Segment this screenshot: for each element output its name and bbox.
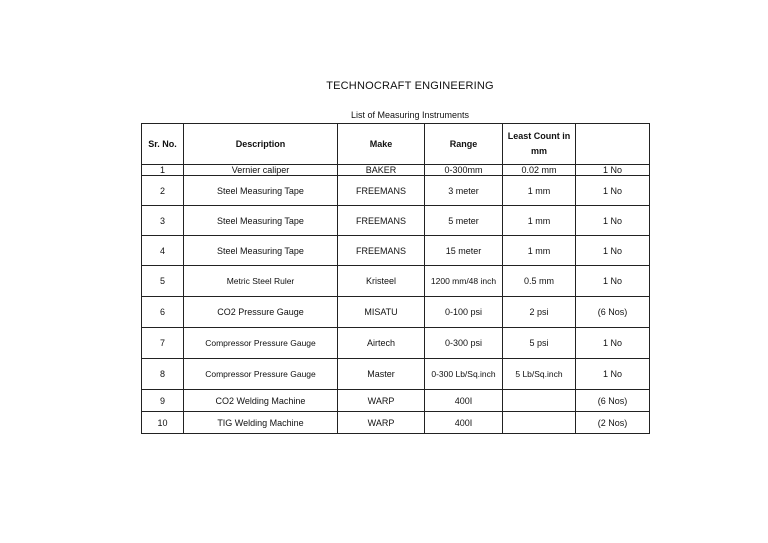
cell-make: FREEMANS bbox=[338, 176, 425, 206]
cell-description: Compressor Pressure Gauge bbox=[184, 328, 338, 359]
document-subtitle: List of Measuring Instruments bbox=[350, 110, 470, 120]
header-make: Make bbox=[338, 124, 425, 165]
cell-least-count: 1 mm bbox=[503, 236, 576, 266]
cell-sr-no: 10 bbox=[142, 412, 184, 434]
cell-least-count: 1 mm bbox=[503, 206, 576, 236]
cell-make: FREEMANS bbox=[338, 236, 425, 266]
cell-sr-no: 1 bbox=[142, 165, 184, 176]
table-row bbox=[142, 266, 650, 297]
cell-range: 5 meter bbox=[425, 206, 503, 236]
cell-description: Steel Measuring Tape bbox=[184, 206, 338, 236]
table-header-row bbox=[142, 124, 650, 165]
cell-make: Master bbox=[338, 359, 425, 390]
cell-description: Steel Measuring Tape bbox=[184, 236, 338, 266]
cell-sr-no: 7 bbox=[142, 328, 184, 359]
cell-make: WARP bbox=[338, 390, 425, 412]
cell-make: FREEMANS bbox=[338, 206, 425, 236]
cell-least-count: 1 mm bbox=[503, 176, 576, 206]
cell-quantity: (2 Nos) bbox=[576, 412, 650, 434]
cell-least-count bbox=[503, 390, 576, 412]
cell-quantity: (6 Nos) bbox=[576, 297, 650, 328]
cell-quantity: 1 No bbox=[576, 165, 650, 176]
document-title: TECHNOCRAFT ENGINEERING bbox=[326, 80, 494, 92]
cell-quantity: 1 No bbox=[576, 176, 650, 206]
cell-quantity: 1 No bbox=[576, 236, 650, 266]
table-row bbox=[142, 359, 650, 390]
cell-least-count: 0.5 mm bbox=[503, 266, 576, 297]
cell-least-count: 5 psi bbox=[503, 328, 576, 359]
table-row bbox=[142, 176, 650, 206]
cell-range: 0-300 psi bbox=[425, 328, 503, 359]
table-row bbox=[142, 236, 650, 266]
table-row bbox=[142, 412, 650, 434]
cell-quantity: 1 No bbox=[576, 206, 650, 236]
cell-quantity: 1 No bbox=[576, 266, 650, 297]
cell-description: Metric Steel Ruler bbox=[184, 266, 338, 297]
cell-sr-no: 6 bbox=[142, 297, 184, 328]
cell-make: Kristeel bbox=[338, 266, 425, 297]
header-range: Range bbox=[425, 124, 503, 165]
cell-least-count: 2 psi bbox=[503, 297, 576, 328]
cell-sr-no: 3 bbox=[142, 206, 184, 236]
header-description: Description bbox=[184, 124, 338, 165]
table-row bbox=[142, 165, 650, 176]
header-sr-no: Sr. No. bbox=[142, 124, 184, 165]
cell-sr-no: 8 bbox=[142, 359, 184, 390]
cell-description: TIG Welding Machine bbox=[184, 412, 338, 434]
cell-range: 400I bbox=[425, 390, 503, 412]
cell-make: WARP bbox=[338, 412, 425, 434]
table-row bbox=[142, 206, 650, 236]
cell-description: CO2 Welding Machine bbox=[184, 390, 338, 412]
table-row bbox=[142, 297, 650, 328]
cell-range: 3 meter bbox=[425, 176, 503, 206]
cell-least-count: 5 Lb/Sq.inch bbox=[503, 359, 576, 390]
cell-range: 400I bbox=[425, 412, 503, 434]
cell-make: MISATU bbox=[338, 297, 425, 328]
cell-quantity: 1 No bbox=[576, 359, 650, 390]
cell-description: CO2 Pressure Gauge bbox=[184, 297, 338, 328]
cell-description: Compressor Pressure Gauge bbox=[184, 359, 338, 390]
cell-description: Steel Measuring Tape bbox=[184, 176, 338, 206]
cell-range: 0-100 psi bbox=[425, 297, 503, 328]
cell-description: Vernier caliper bbox=[184, 165, 338, 176]
cell-make: Airtech bbox=[338, 328, 425, 359]
cell-range: 0-300 Lb/Sq.inch bbox=[425, 359, 503, 390]
cell-quantity: 1 No bbox=[576, 328, 650, 359]
cell-least-count: 0.02 mm bbox=[503, 165, 576, 176]
cell-least-count bbox=[503, 412, 576, 434]
cell-range: 1200 mm/48 inch bbox=[425, 266, 503, 297]
cell-sr-no: 4 bbox=[142, 236, 184, 266]
cell-sr-no: 9 bbox=[142, 390, 184, 412]
header-least-count: Least Count in mm bbox=[503, 124, 576, 165]
cell-sr-no: 5 bbox=[142, 266, 184, 297]
cell-range: 15 meter bbox=[425, 236, 503, 266]
header-quantity bbox=[576, 124, 650, 165]
cell-range: 0-300mm bbox=[425, 165, 503, 176]
instruments-table bbox=[141, 123, 650, 434]
cell-make: BAKER bbox=[338, 165, 425, 176]
cell-quantity: (6 Nos) bbox=[576, 390, 650, 412]
table-row bbox=[142, 328, 650, 359]
table-row bbox=[142, 390, 650, 412]
cell-sr-no: 2 bbox=[142, 176, 184, 206]
